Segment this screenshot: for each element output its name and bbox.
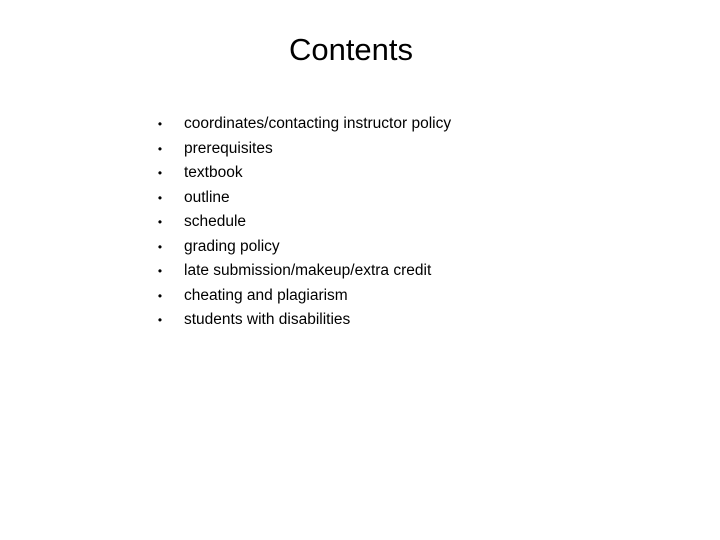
list-item-text: cheating and plagiarism [184, 286, 348, 304]
list-item-text: late submission/makeup/extra credit [184, 262, 432, 279]
bullet-icon: • [157, 264, 163, 278]
bullet-icon: • [157, 215, 163, 229]
bullet-icon: • [157, 239, 163, 254]
slide-title: Contents [288, 32, 414, 67]
list-item-text: students with disabilities [184, 311, 351, 328]
bullet-icon: • [157, 117, 163, 131]
bullet-icon: • [157, 190, 163, 205]
bullet-icon: • [157, 141, 163, 156]
bullet-icon: • [157, 166, 163, 180]
list-item-text: schedule [184, 213, 247, 230]
list-item-text: prerequisites [184, 139, 273, 157]
list-item-text: outline [184, 188, 230, 206]
bullet-icon: • [157, 313, 163, 327]
bullet-icon: • [157, 288, 163, 303]
list-item-text: grading policy [184, 237, 280, 255]
list-item-text: coordinates/contacting instructor policy [184, 115, 452, 132]
list-item-text: textbook [184, 164, 243, 181]
